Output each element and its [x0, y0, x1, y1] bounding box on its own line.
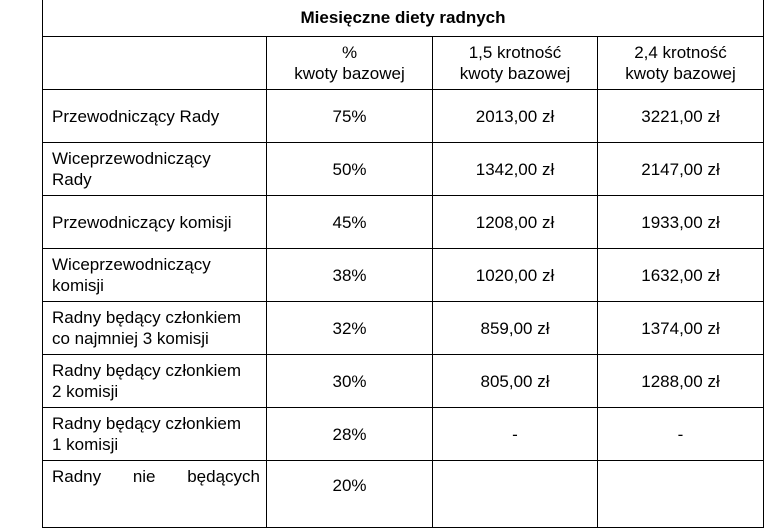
header-1-5-line1: 1,5 krotność	[468, 43, 562, 62]
row-percent: 30%	[267, 355, 433, 408]
row-name-line1	[52, 466, 260, 487]
header-name-cell	[43, 37, 267, 90]
row-name-line1: Przewodniczący komisji	[52, 212, 232, 232]
row-name-word: Radny	[52, 467, 102, 486]
row-name-line1: Wiceprzewodniczący	[52, 149, 211, 168]
row-name	[43, 143, 267, 196]
row-percent: 38%	[267, 249, 433, 302]
table-row	[43, 302, 764, 355]
table-title-text: Miesięczne diety radnych	[300, 8, 506, 27]
row-amount-2-4: -	[598, 408, 764, 461]
table-row	[43, 90, 764, 143]
row-amount-2-4: 1632,00 zł	[598, 249, 764, 302]
row-percent: 28%	[267, 408, 433, 461]
row-name	[43, 355, 267, 408]
table-row	[43, 408, 764, 461]
row-name-line2: co najmniej 3 komisji	[52, 329, 209, 348]
header-2-4-line2: kwoty bazowej	[625, 64, 736, 83]
table-row	[43, 196, 764, 249]
row-name	[43, 461, 267, 528]
row-percent: 75%	[267, 90, 433, 143]
row-amount-1-5: 1208,00 zł	[433, 196, 598, 249]
table-row	[43, 355, 764, 408]
row-percent: 50%	[267, 143, 433, 196]
row-amount-2-4: 1374,00 zł	[598, 302, 764, 355]
diety-table	[42, 0, 764, 528]
table-row	[43, 249, 764, 302]
header-percent	[267, 37, 433, 90]
header-percent-line2: kwoty bazowej	[294, 64, 405, 83]
header-percent-line1: %	[341, 43, 358, 62]
row-name-word: nie	[132, 467, 156, 486]
header-row	[43, 37, 764, 90]
row-name-line2: 2 komisji	[52, 382, 119, 401]
row-amount-1-5	[433, 461, 598, 528]
header-2-4	[598, 37, 764, 90]
header-1-5-line2: kwoty bazowej	[459, 64, 571, 83]
row-name-line2: komisji	[52, 276, 104, 295]
row-name	[43, 196, 267, 249]
title-row	[43, 0, 764, 37]
row-name	[43, 302, 267, 355]
row-name-line1: Radny będący członkiem	[52, 414, 241, 433]
row-name	[43, 249, 267, 302]
table-row	[43, 143, 764, 196]
row-amount-1-5: -	[433, 408, 598, 461]
row-amount-1-5: 2013,00 zł	[433, 90, 598, 143]
row-name-line1: Wiceprzewodniczący	[52, 255, 211, 274]
table-row-partial	[43, 461, 764, 528]
row-name-word: będących	[187, 467, 260, 486]
row-name	[43, 408, 267, 461]
row-amount-1-5: 1020,00 zł	[433, 249, 598, 302]
row-name-line2: 1 komisji	[52, 435, 119, 454]
header-2-4-line1: 2,4 krotność	[634, 43, 727, 62]
header-1-5	[433, 37, 598, 90]
row-amount-1-5: 1342,00 zł	[433, 143, 598, 196]
row-name-line1: Radny będący członkiem	[52, 308, 241, 327]
row-amount-1-5: 805,00 zł	[433, 355, 598, 408]
row-amount-2-4: 3221,00 zł	[598, 90, 764, 143]
table-title	[43, 0, 764, 37]
row-amount-2-4: 2147,00 zł	[598, 143, 764, 196]
row-percent: 45%	[267, 196, 433, 249]
row-name	[43, 90, 267, 143]
row-amount-2-4: 1288,00 zł	[598, 355, 764, 408]
row-name-line1: Radny będący członkiem	[52, 361, 241, 380]
row-name-line2: Rady	[52, 170, 92, 189]
row-amount-2-4	[598, 461, 764, 528]
row-percent: 32%	[267, 302, 433, 355]
row-amount-1-5: 859,00 zł	[433, 302, 598, 355]
row-percent: 20%	[267, 461, 433, 528]
row-name-line1: Przewodniczący Rady	[52, 106, 220, 126]
row-amount-2-4: 1933,00 zł	[598, 196, 764, 249]
